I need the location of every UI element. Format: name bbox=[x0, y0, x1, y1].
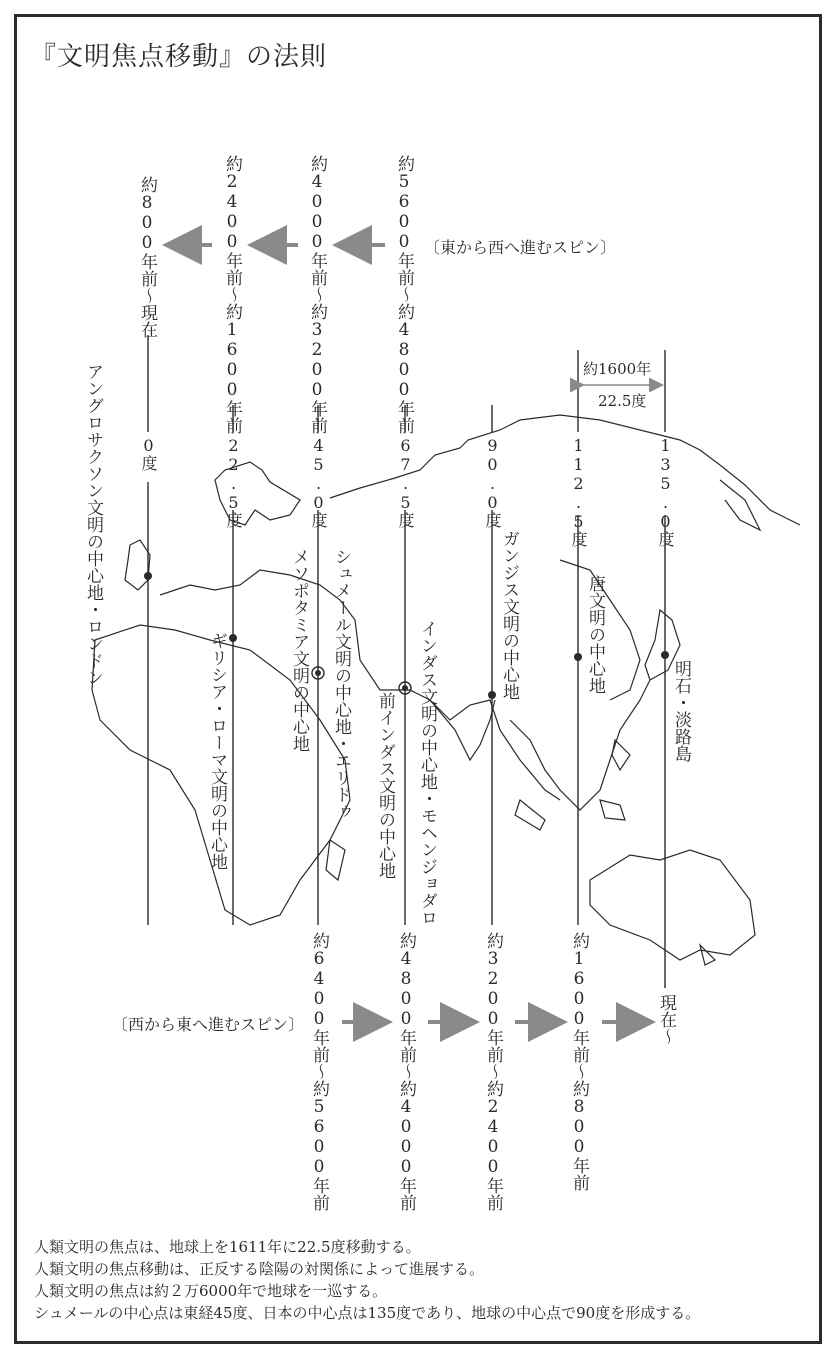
marker-sumer bbox=[315, 670, 321, 676]
note-line: シュメールの中心点は東経45度、日本の中心点は135度であり、地球の中心点で90度を形成する。 bbox=[34, 1304, 701, 1322]
degree-67-5: 67.5度 bbox=[396, 436, 415, 528]
center-ganges: ガンジス文明の中心地 bbox=[499, 530, 519, 700]
world-map-outline bbox=[92, 415, 800, 965]
period-now: 現在〜 bbox=[656, 994, 676, 1045]
interval-degree: 22.5度 bbox=[598, 392, 647, 410]
center-greece-rome: ギリシア・ローマ文明の中心地 bbox=[207, 632, 227, 870]
notes-block bbox=[34, 1236, 700, 1324]
period-2400-1600: 約2400年前〜約1600年前 bbox=[222, 155, 242, 434]
period-5600-4800: 約5600年前〜約4800年前 bbox=[394, 155, 414, 434]
degree-22-5: 22.5度 bbox=[224, 436, 243, 528]
note-line: 人類文明の焦点は、地球上を1611年に22.5度移動する。 bbox=[34, 1238, 421, 1256]
note-line: 人類文明の焦点は約２万6000年で地球を一巡する。 bbox=[34, 1282, 388, 1300]
center-mesopotamia: メソポタミア文明の中心地 bbox=[289, 548, 309, 752]
note-line: 人類文明の焦点移動は、正反する陰陽の対関係によって進展する。 bbox=[34, 1260, 485, 1278]
degree-90: 90.0度 bbox=[483, 436, 502, 528]
period-4000-3200: 約4000年前〜約3200年前 bbox=[307, 155, 327, 434]
center-london: アングロサクソン文明の中心地・ロンドン bbox=[83, 363, 103, 686]
period-3200-2400: 約3200年前〜約2400年前 bbox=[483, 932, 503, 1211]
degree-0: 0度 bbox=[139, 436, 158, 471]
center-tang: 唐文明の中心地 bbox=[585, 575, 605, 694]
period-1600-800: 約1600年前〜約800年前 bbox=[569, 932, 589, 1191]
marker-tang bbox=[574, 653, 582, 661]
center-indus-mohenjodaro: インダス文明の中心地・モヘンジョダロ bbox=[417, 620, 437, 926]
marker-london bbox=[144, 572, 152, 580]
center-akashi-awaji: 明石・淡路島 bbox=[671, 660, 691, 762]
marker-akashi bbox=[661, 651, 669, 659]
degree-45: 45.0度 bbox=[309, 436, 328, 528]
degree-135: 135.0度 bbox=[656, 436, 675, 547]
interval-years: 約1600年 bbox=[583, 360, 652, 378]
period-4800-4000: 約4800年前〜約4000年前 bbox=[396, 932, 416, 1211]
page-title: 『文明焦点移動』の法則 bbox=[30, 42, 328, 72]
marker-ganges bbox=[488, 691, 496, 699]
center-sumer-eridu: シュメール文明の中心地・エリドゥ bbox=[331, 548, 351, 820]
spin-west-to-east-label: 〔西から東へ進むスピン〕 bbox=[112, 1015, 305, 1034]
marker-greece-rome bbox=[229, 634, 237, 642]
period-6400-5600: 約6400年前〜約5600年前 bbox=[309, 932, 329, 1211]
degree-112-5: 112.5度 bbox=[569, 436, 588, 547]
center-pre-indus: 前インダス文明の中心地 bbox=[375, 692, 395, 879]
spin-east-to-west-label: 〔東から西へ進むスピン〕 bbox=[424, 238, 617, 257]
marker-indus bbox=[402, 685, 408, 691]
period-800-now: 約800年前〜現在 bbox=[137, 176, 157, 338]
